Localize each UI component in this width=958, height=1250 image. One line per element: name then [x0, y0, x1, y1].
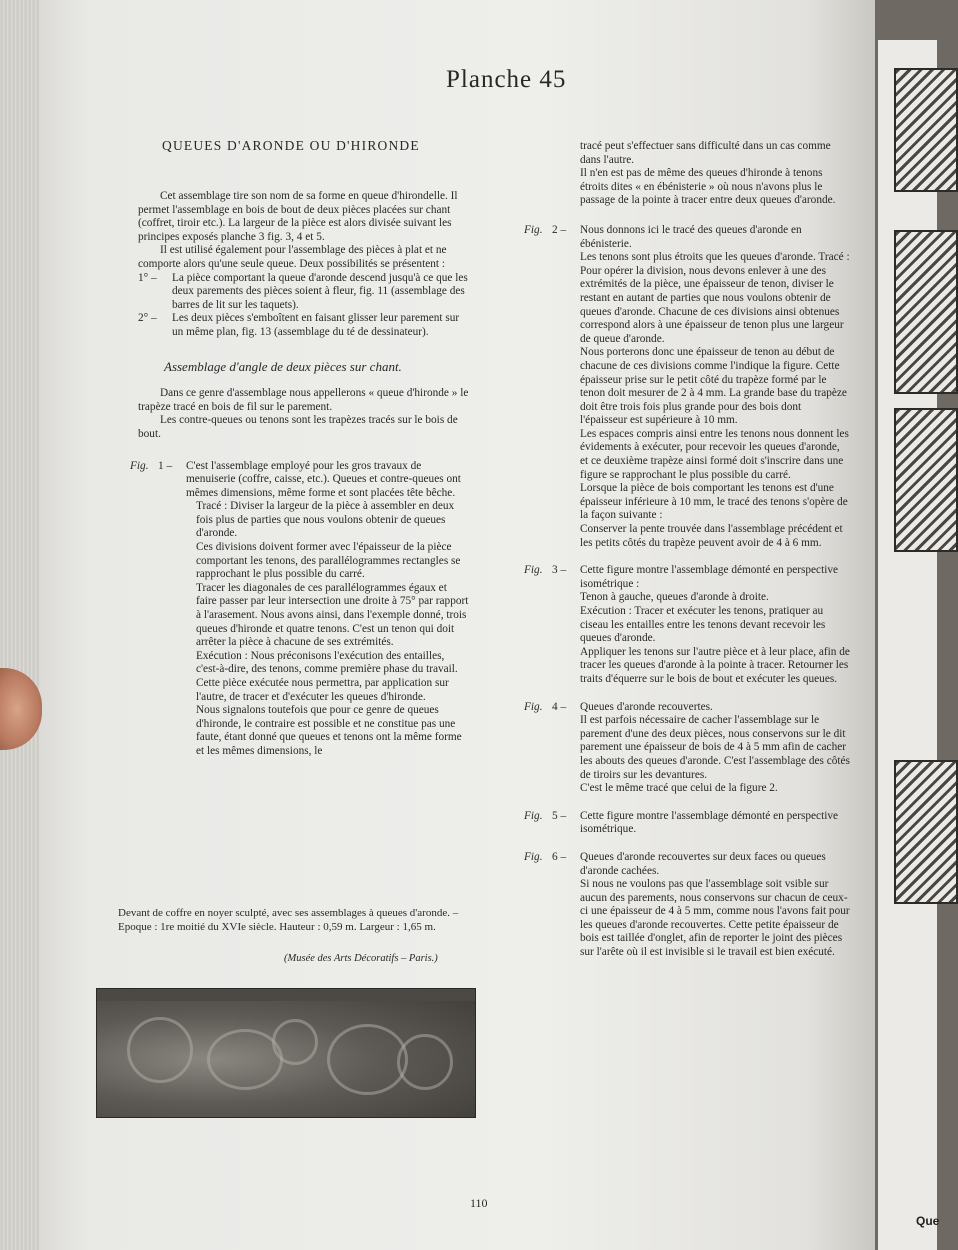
fig-number: 2 – — [552, 223, 567, 236]
paragraph: Queues d'aronde recouvertes sur deux faces ou queues d'aronde cachées. — [580, 850, 826, 877]
paragraph: Queues d'aronde recouvertes. — [580, 700, 713, 713]
paragraph: Tracer les diagonales de ces parallélogrammes égaux et faire passer par leur intersection une droite à 75° par rapport à l'arasement. Nous avons ainsi, dans l'exemple donné, trois queues d'hironde et quatre tenons. C'est un tenon qui doit arrêter la pièce à chacune de ses extrémités. — [196, 581, 469, 649]
paragraph: Exécution : Nous préconisons l'exécution des entailles, c'est-à-dire, des tenons, comme première phase du travail. Cette pièce exécutée nous permettra, par application sur l'autre, de tracer et d'exécuter les queues d'hironde. — [196, 649, 458, 703]
paragraph: Si nous ne voulons pas que l'assemblage soit vsible sur aucun des parements, nous conservons sur chacun de ceux-ci une épaisseur de 4 à 5 mm, comme nous l'avons fait pour les queues d'aronde recouvertes. Cette petite épaisseur de bois est taillée d'onglet, afin de reporter le joint des pièces sur l'arête où il est invisible si le travail est bien exécuté. — [580, 878, 850, 959]
paragraph: tracé peut s'effectuer sans difficulté dans un cas comme dans l'autre. — [580, 140, 831, 166]
list-item — [138, 312, 470, 339]
paragraph: Nous donnons ici le tracé des queues d'aronde en ébénisterie. — [580, 223, 802, 250]
fig-number: 1 – — [158, 459, 173, 472]
paragraph: Lorsque la pièce de bois comportant les tenons est d'une épaisseur inférieure à 10 mm, le tracé des tenons s'opère de la façon suivante : — [580, 482, 848, 522]
facing-page — [878, 40, 940, 1250]
paragraph: Ces divisions doivent former avec l'épaisseur de la pièce comportant les tenons, des parallélogrammes rectangles se rapprochant le plus possible du carré. — [196, 541, 461, 581]
facing-diagram — [894, 760, 958, 904]
paragraph: Cette figure montre l'assemblage démonté en perspective isométrique. — [580, 809, 839, 836]
paragraph: Il est parfois nécessaire de cacher l'assemblage sur le parement d'une des deux pièces, nous conservons sur le dit parement une épaisseur de bois de 4 à 5 mm afin de cacher les abouts des queues d'aronde. C'est l'assemblage des côtés de tiroirs sur les devantures. — [580, 714, 850, 781]
paragraph: Il est utilisé également pour l'assemblage des pièces à plat et ne comporte alors qu'une seule queue. Deux possibilités se présentent : — [138, 244, 447, 270]
paragraph: Tenon à gauche, queues d'aronde à droite. — [580, 591, 769, 604]
paragraph: Cette figure montre l'assemblage démonté en perspective isométrique : — [580, 564, 839, 590]
carved-chest-photo — [96, 988, 476, 1118]
fig-number: 5 – — [552, 809, 567, 822]
figure-1-block — [130, 460, 470, 759]
right-column — [524, 140, 850, 960]
facing-diagram — [894, 68, 958, 192]
paragraph: Cet assemblage tire son nom de sa forme en queue d'hirondelle. Il permet l'assemblage en bois de bout de deux pièces placées sur chant (coffret, tiroir etc.). La largeur de la pièce est alors divisée suivant les principes exposés planche 3 fig. 3, 4 et 5. — [138, 190, 458, 243]
figure-4-block — [524, 701, 850, 796]
paragraph: Les contre-queues ou tenons sont les trapèzes tracés sur le bois de bout. — [138, 414, 458, 440]
facing-diagram — [894, 230, 958, 394]
paragraph: Exécution : Tracer et exécuter les tenons, pratiquer au ciseau les entailles entre les tenons devant recevoir les queues d'aronde. — [580, 605, 826, 645]
left-column — [130, 190, 470, 759]
list-item — [138, 272, 470, 313]
fig-label: Fig. — [130, 459, 149, 472]
subheading: Assemblage d'angle de deux pièces sur chant. — [164, 358, 402, 374]
facing-diagram — [894, 408, 958, 552]
photo-source: (Musée des Arts Décoratifs – Paris.) — [284, 953, 438, 964]
paragraph: Tracé : Diviser la largeur de la pièce à assembler en deux fois plus de parties que nous voulons obtenir de queues d'aronde. — [196, 500, 455, 540]
page-title: Planche 45 — [446, 66, 567, 93]
paragraph: C'est l'assemblage employé pour les gros travaux de menuiserie (coffre, caisse, etc.). Queues et contre-queues ont mêmes dimensions, même forme et sont placées tête bêche. — [186, 459, 461, 499]
fig-label: Fig. — [524, 700, 543, 713]
figure-6-block — [524, 851, 850, 960]
figure-3-block — [524, 564, 850, 686]
section-heading: QUEUES D'ARONDE OU D'HIRONDE — [162, 138, 420, 153]
page-number: 110 — [470, 1196, 488, 1210]
paragraph: Les espaces compris ainsi entre les tenons nous donnent les évidements à exécuter, pour recevoir les queues d'aronde, et ce deuxième trapèze ainsi formé doit s'inscrire dans une figure se rapprochant le plus possible du carré. — [580, 427, 849, 481]
photo-caption: Devant de coffre en noyer sculpté, avec ses assemblages à queues d'aronde. – Epoque : 1re moitié du XVIe siècle. Hauteur : 0,59 m. Largeur : 1,65 m. — [118, 907, 459, 933]
fig-number: 3 – — [552, 564, 567, 577]
fig-label: Fig. — [524, 850, 543, 863]
paragraph: Nous signalons toutefois que pour ce genre de queues d'hironde, le contraire est possible et ne constitue pas une faute, étant donné que queues et tenons ont la même forme et les mêmes dimensions, le — [196, 704, 462, 757]
list-text: La pièce comportant la queue d'aronde descend jusqu'à ce que les deux parements des pièces soient à fleur, fig. 11 (assemblage des barres de lit sur les taquets). — [172, 271, 468, 311]
paragraph: Conserver la pente trouvée dans l'assemblage précédent et les petits côtés du trapèze peuvent avoir de 4 à 6 mm. — [580, 523, 843, 549]
fig-number: 4 – — [552, 700, 567, 713]
list-number: 2° – — [138, 312, 157, 325]
list-text: Les deux pièces s'emboîtent en faisant glisser leur parement sur un même plan, fig. 13 (assemblage du té de dessinateur). — [172, 312, 460, 338]
figure-5-block — [524, 810, 850, 837]
paragraph: C'est le même tracé que celui de la figure 2. — [580, 782, 778, 795]
facing-page-text: Que — [916, 1214, 940, 1228]
paragraph: Appliquer les tenons sur l'autre pièce et à leur place, afin de tracer les queues d'aronde à la pointe à tracer. Retourner les traits d'équerre sur le bois de bout et exécuter les queues. — [580, 645, 850, 685]
paragraph: Dans ce genre d'assemblage nous appellerons « queue d'hironde » le trapèze tracé en bois de fil sur le parement. — [138, 387, 469, 413]
list-number: 1° – — [138, 271, 157, 284]
fig-label: Fig. — [524, 223, 543, 236]
figure-2-block — [524, 224, 850, 550]
paragraph: Il n'en est pas de même des queues d'hironde à tenons étroits dites « en ébénisterie » où nous n'avons plus le passage de la pointe à tracer entre deux queues d'aronde. — [580, 167, 836, 207]
paragraph: Nous porterons donc une épaisseur de tenon au début de chacune de ces divisions comme l'indique la figure. Cette épaisseur prise sur le petit côté du trapèze formé par le tenon doit mesurer de 2 à 4 mm. La grande base du trapèze doit être trois fois plus grande pour des bois dont l'épaisseur est supérieure à 10 mm. — [580, 346, 847, 427]
fig-label: Fig. — [524, 809, 543, 822]
fig-number: 6 – — [552, 850, 567, 863]
fig-label: Fig. — [524, 564, 543, 577]
paragraph: Les tenons sont plus étroits que les queues d'aronde. Tracé : Pour opérer la division, nous devons enlever à une des extrémités de la pièce, une épaisseur de tenon, diviser le restant en autant de parties que nous voulons obtenir de queues d'aronde. Chacune de ces divisions ainsi obtenues correspond alors à une épaisseur de tenon plus une largeur de queue d'aronde. — [580, 251, 850, 345]
